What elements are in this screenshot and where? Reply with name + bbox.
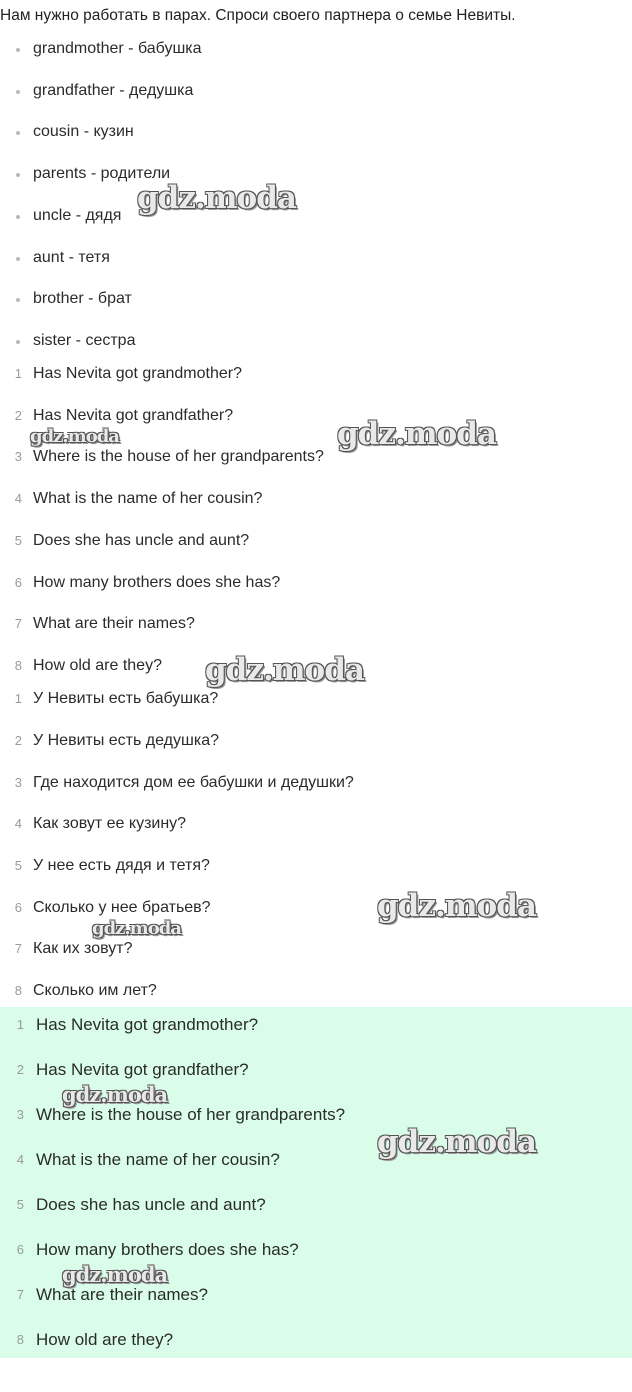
item-number: 6 <box>16 1242 24 1257</box>
watermark: gdz.moda <box>92 918 181 939</box>
question-text: Сколько им лет? <box>33 982 157 999</box>
watermark: gdz.moda <box>30 426 119 447</box>
question-text: Где находится дом ее бабушки и дедушки? <box>33 774 354 791</box>
item-number: 3 <box>16 1107 24 1122</box>
item-number: 1 <box>16 1017 24 1032</box>
watermark: gdz.moda <box>62 1082 168 1107</box>
answer-text: How old are they? <box>36 1330 174 1349</box>
vocab-text: aunt - тетя <box>33 249 110 266</box>
watermark: gdz.moda <box>377 1124 536 1160</box>
vocab-text: grandfather - дедушка <box>33 82 194 99</box>
bullet-icon <box>16 257 20 261</box>
item-number: 4 <box>16 1152 24 1167</box>
bullet-icon <box>16 340 20 344</box>
question-text: Как их зовут? <box>33 940 133 957</box>
item-number: 2 <box>16 1062 24 1077</box>
question-text: У нее есть дядя и тетя? <box>33 857 210 874</box>
answer-text: Has Nevita got grandmother? <box>36 1015 259 1034</box>
watermark: gdz.moda <box>377 888 536 924</box>
answer-block <box>0 1007 632 1358</box>
question-text: How many brothers does she has? <box>33 574 281 591</box>
question-text: What is the name of her cousin? <box>33 490 263 507</box>
item-number: 6 <box>14 575 22 590</box>
bullet-icon <box>16 131 20 135</box>
item-number: 8 <box>14 658 22 673</box>
watermark: gdz.moda <box>205 652 364 688</box>
question-text: Как зовут ее кузину? <box>33 815 187 832</box>
bullet-icon <box>16 48 20 52</box>
answer-text: What is the name of her cousin? <box>36 1150 280 1169</box>
item-number: 1 <box>14 691 22 706</box>
vocab-text: cousin - кузин <box>33 123 134 140</box>
vocab-text: uncle - дядя <box>33 207 122 224</box>
watermark: gdz.moda <box>137 180 296 216</box>
bullet-icon <box>16 298 20 302</box>
item-number: 7 <box>14 941 22 956</box>
item-number: 5 <box>14 858 22 873</box>
item-number: 5 <box>16 1197 24 1212</box>
task-instruction: Нам нужно работать в парах. Спроси своего партнера о семье Невиты. <box>0 7 516 24</box>
answer-text: What are their names? <box>36 1285 208 1304</box>
watermark: gdz.moda <box>337 416 496 452</box>
item-number: 5 <box>14 533 22 548</box>
vocab-text: brother - брат <box>33 290 132 307</box>
vocab-text: sister - сестра <box>33 332 136 349</box>
item-number: 8 <box>16 1332 24 1347</box>
question-text: Does she has uncle and aunt? <box>33 532 250 549</box>
answer-text: Does she has uncle and aunt? <box>36 1195 266 1214</box>
watermark: gdz.moda <box>62 1262 168 1287</box>
question-text: У Невиты есть дедушка? <box>33 732 219 749</box>
question-text: Сколько у нее братьев? <box>33 899 211 916</box>
item-number: 4 <box>14 816 22 831</box>
item-number: 4 <box>14 491 22 506</box>
answer-text: How many brothers does she has? <box>36 1240 299 1259</box>
bullet-icon <box>16 173 20 177</box>
bullet-icon <box>16 215 20 219</box>
vocab-text: parents - родители <box>33 165 171 182</box>
item-number: 2 <box>14 733 22 748</box>
question-text: У Невиты есть бабушка? <box>33 690 219 707</box>
vocab-text: grandmother - бабушка <box>33 40 202 57</box>
item-number: 3 <box>14 775 22 790</box>
item-number: 7 <box>16 1287 24 1302</box>
item-number: 1 <box>14 366 22 381</box>
item-number: 3 <box>14 449 22 464</box>
item-number: 6 <box>14 900 22 915</box>
question-text: What are their names? <box>33 615 195 632</box>
item-number: 2 <box>14 408 22 423</box>
answer-text: Has Nevita got grandfather? <box>36 1060 249 1079</box>
question-text: Has Nevita got grandmother? <box>33 365 242 382</box>
bullet-icon <box>16 90 20 94</box>
item-number: 7 <box>14 616 22 631</box>
answer-text: Where is the house of her grandparents? <box>36 1105 346 1124</box>
question-text: How old are they? <box>33 657 162 674</box>
question-text: Has Nevita got grandfather? <box>33 407 234 424</box>
item-number: 8 <box>14 983 22 998</box>
question-text: Where is the house of her grandparents? <box>33 448 324 465</box>
